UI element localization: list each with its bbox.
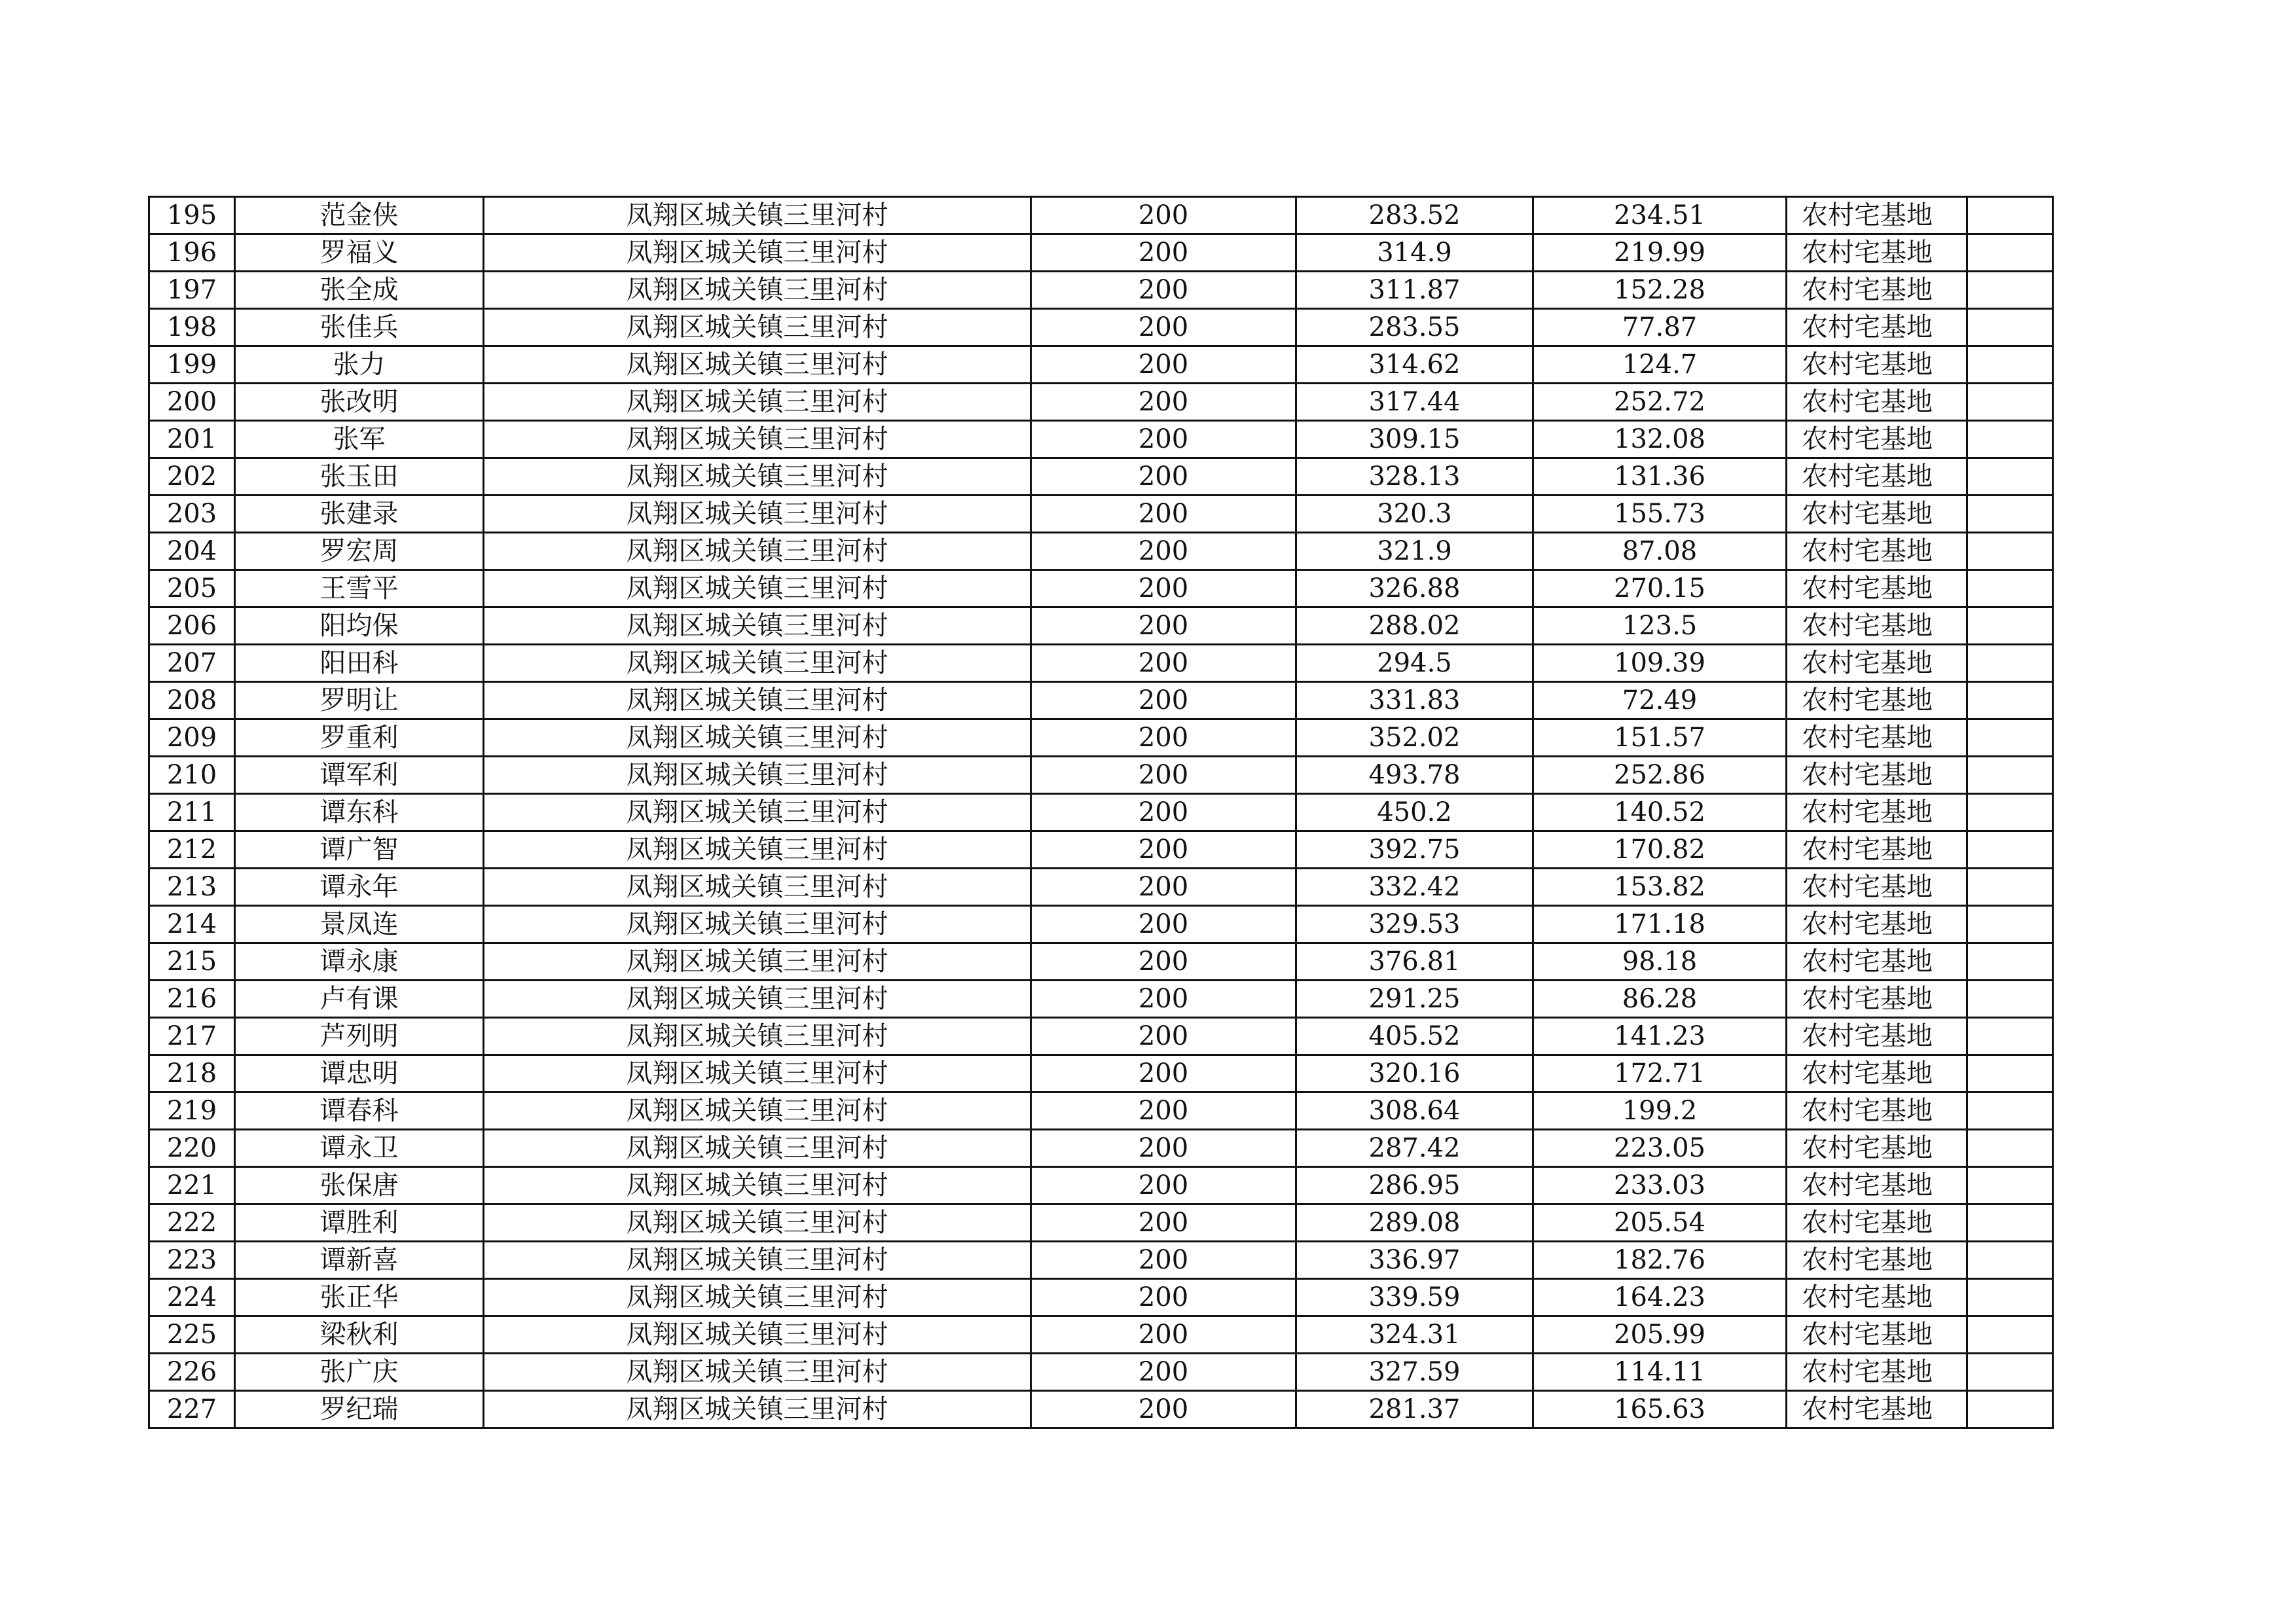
cell-area-2: 77.87 <box>1533 309 1787 346</box>
cell-location: 凤翔区城关镇三里河村 <box>484 831 1031 869</box>
table-row <box>149 943 2053 981</box>
table-row <box>149 981 2053 1018</box>
table-row <box>149 346 2053 384</box>
table-row <box>149 757 2053 794</box>
cell-location: 凤翔区城关镇三里河村 <box>484 346 1031 384</box>
cell-standard-area: 200 <box>1031 272 1296 309</box>
cell-land-type: 农村宅基地 <box>1787 1167 1967 1204</box>
table-row <box>149 384 2053 421</box>
table-row <box>149 1018 2053 1055</box>
cell-location: 凤翔区城关镇三里河村 <box>484 197 1031 234</box>
cell-area-1: 493.78 <box>1296 757 1533 794</box>
cell-area-2: 270.15 <box>1533 570 1787 607</box>
cell-standard-area: 200 <box>1031 1391 1296 1428</box>
cell-area-2: 205.99 <box>1533 1316 1787 1354</box>
cell-owner-name: 张玉田 <box>235 458 484 496</box>
cell-area-2: 155.73 <box>1533 496 1787 533</box>
cell-area-2: 141.23 <box>1533 1018 1787 1055</box>
cell-row-number: 219 <box>149 1092 235 1130</box>
cell-standard-area: 200 <box>1031 1204 1296 1242</box>
cell-land-type: 农村宅基地 <box>1787 906 1967 943</box>
cell-note <box>1967 421 2053 458</box>
cell-note <box>1967 1092 2053 1130</box>
cell-location: 凤翔区城关镇三里河村 <box>484 719 1031 757</box>
table-row <box>149 1279 2053 1316</box>
cell-row-number: 201 <box>149 421 235 458</box>
cell-area-1: 286.95 <box>1296 1167 1533 1204</box>
cell-land-type: 农村宅基地 <box>1787 1279 1967 1316</box>
cell-note <box>1967 346 2053 384</box>
cell-land-type: 农村宅基地 <box>1787 272 1967 309</box>
cell-area-2: 152.28 <box>1533 272 1787 309</box>
cell-area-1: 376.81 <box>1296 943 1533 981</box>
cell-note <box>1967 384 2053 421</box>
cell-location: 凤翔区城关镇三里河村 <box>484 1167 1031 1204</box>
cell-row-number: 195 <box>149 197 235 234</box>
cell-location: 凤翔区城关镇三里河村 <box>484 1204 1031 1242</box>
cell-area-2: 87.08 <box>1533 533 1787 570</box>
cell-owner-name: 罗重利 <box>235 719 484 757</box>
cell-standard-area: 200 <box>1031 1018 1296 1055</box>
cell-owner-name: 谭新喜 <box>235 1242 484 1279</box>
cell-land-type: 农村宅基地 <box>1787 869 1967 906</box>
cell-standard-area: 200 <box>1031 607 1296 645</box>
cell-owner-name: 谭东科 <box>235 794 484 831</box>
cell-owner-name: 张广庆 <box>235 1354 484 1391</box>
table-row <box>149 1316 2053 1354</box>
cell-land-type: 农村宅基地 <box>1787 1354 1967 1391</box>
cell-note <box>1967 869 2053 906</box>
cell-note <box>1967 1018 2053 1055</box>
cell-area-2: 234.51 <box>1533 197 1787 234</box>
cell-area-2: 171.18 <box>1533 906 1787 943</box>
cell-owner-name: 张建录 <box>235 496 484 533</box>
cell-note <box>1967 458 2053 496</box>
table-row <box>149 309 2053 346</box>
cell-area-1: 320.16 <box>1296 1055 1533 1092</box>
cell-owner-name: 罗纪瑞 <box>235 1391 484 1428</box>
cell-note <box>1967 831 2053 869</box>
cell-note <box>1967 794 2053 831</box>
table-row <box>149 831 2053 869</box>
cell-area-2: 170.82 <box>1533 831 1787 869</box>
cell-location: 凤翔区城关镇三里河村 <box>484 607 1031 645</box>
cell-row-number: 196 <box>149 234 235 272</box>
cell-standard-area: 200 <box>1031 943 1296 981</box>
cell-location: 凤翔区城关镇三里河村 <box>484 533 1031 570</box>
cell-location: 凤翔区城关镇三里河村 <box>484 1354 1031 1391</box>
cell-standard-area: 200 <box>1031 458 1296 496</box>
cell-area-2: 205.54 <box>1533 1204 1787 1242</box>
cell-land-type: 农村宅基地 <box>1787 607 1967 645</box>
cell-row-number: 227 <box>149 1391 235 1428</box>
cell-location: 凤翔区城关镇三里河村 <box>484 384 1031 421</box>
cell-row-number: 214 <box>149 906 235 943</box>
cell-owner-name: 谭永卫 <box>235 1130 484 1167</box>
cell-land-type: 农村宅基地 <box>1787 496 1967 533</box>
cell-area-1: 314.9 <box>1296 234 1533 272</box>
cell-land-type: 农村宅基地 <box>1787 1018 1967 1055</box>
cell-area-1: 288.02 <box>1296 607 1533 645</box>
cell-owner-name: 阳均保 <box>235 607 484 645</box>
cell-area-2: 233.03 <box>1533 1167 1787 1204</box>
cell-standard-area: 200 <box>1031 1316 1296 1354</box>
table-row <box>149 421 2053 458</box>
cell-area-2: 109.39 <box>1533 645 1787 682</box>
cell-location: 凤翔区城关镇三里河村 <box>484 794 1031 831</box>
cell-land-type: 农村宅基地 <box>1787 384 1967 421</box>
cell-row-number: 209 <box>149 719 235 757</box>
cell-land-type: 农村宅基地 <box>1787 458 1967 496</box>
cell-note <box>1967 607 2053 645</box>
cell-land-type: 农村宅基地 <box>1787 981 1967 1018</box>
cell-area-1: 405.52 <box>1296 1018 1533 1055</box>
cell-row-number: 215 <box>149 943 235 981</box>
cell-standard-area: 200 <box>1031 384 1296 421</box>
cell-row-number: 198 <box>149 309 235 346</box>
cell-standard-area: 200 <box>1031 496 1296 533</box>
cell-area-1: 331.83 <box>1296 682 1533 719</box>
cell-row-number: 218 <box>149 1055 235 1092</box>
cell-area-2: 131.36 <box>1533 458 1787 496</box>
cell-row-number: 221 <box>149 1167 235 1204</box>
cell-standard-area: 200 <box>1031 1279 1296 1316</box>
cell-note <box>1967 496 2053 533</box>
cell-area-2: 124.7 <box>1533 346 1787 384</box>
cell-row-number: 200 <box>149 384 235 421</box>
cell-location: 凤翔区城关镇三里河村 <box>484 943 1031 981</box>
cell-land-type: 农村宅基地 <box>1787 570 1967 607</box>
cell-area-2: 164.23 <box>1533 1279 1787 1316</box>
cell-area-2: 165.63 <box>1533 1391 1787 1428</box>
cell-owner-name: 张力 <box>235 346 484 384</box>
cell-location: 凤翔区城关镇三里河村 <box>484 1316 1031 1354</box>
cell-location: 凤翔区城关镇三里河村 <box>484 1242 1031 1279</box>
cell-location: 凤翔区城关镇三里河村 <box>484 458 1031 496</box>
cell-note <box>1967 719 2053 757</box>
table-row <box>149 869 2053 906</box>
cell-area-1: 311.87 <box>1296 272 1533 309</box>
cell-land-type: 农村宅基地 <box>1787 1055 1967 1092</box>
cell-owner-name: 王雪平 <box>235 570 484 607</box>
cell-owner-name: 罗福义 <box>235 234 484 272</box>
cell-standard-area: 200 <box>1031 1242 1296 1279</box>
cell-land-type: 农村宅基地 <box>1787 1316 1967 1354</box>
cell-land-type: 农村宅基地 <box>1787 719 1967 757</box>
cell-owner-name: 阳田科 <box>235 645 484 682</box>
table-row <box>149 1130 2053 1167</box>
cell-owner-name: 谭广智 <box>235 831 484 869</box>
cell-owner-name: 谭永年 <box>235 869 484 906</box>
cell-owner-name: 芦列明 <box>235 1018 484 1055</box>
cell-standard-area: 200 <box>1031 1092 1296 1130</box>
cell-location: 凤翔区城关镇三里河村 <box>484 645 1031 682</box>
cell-owner-name: 谭忠明 <box>235 1055 484 1092</box>
cell-land-type: 农村宅基地 <box>1787 234 1967 272</box>
cell-row-number: 202 <box>149 458 235 496</box>
cell-land-type: 农村宅基地 <box>1787 1130 1967 1167</box>
cell-area-1: 339.59 <box>1296 1279 1533 1316</box>
cell-area-1: 352.02 <box>1296 719 1533 757</box>
cell-location: 凤翔区城关镇三里河村 <box>484 757 1031 794</box>
cell-location: 凤翔区城关镇三里河村 <box>484 496 1031 533</box>
cell-location: 凤翔区城关镇三里河村 <box>484 570 1031 607</box>
table-row <box>149 1167 2053 1204</box>
cell-location: 凤翔区城关镇三里河村 <box>484 869 1031 906</box>
cell-row-number: 204 <box>149 533 235 570</box>
table-row <box>149 906 2053 943</box>
cell-land-type: 农村宅基地 <box>1787 421 1967 458</box>
cell-owner-name: 谭军利 <box>235 757 484 794</box>
cell-area-2: 153.82 <box>1533 869 1787 906</box>
table-row <box>149 645 2053 682</box>
cell-area-1: 289.08 <box>1296 1204 1533 1242</box>
cell-note <box>1967 682 2053 719</box>
cell-land-type: 农村宅基地 <box>1787 757 1967 794</box>
table-row <box>149 794 2053 831</box>
table-row <box>149 1204 2053 1242</box>
cell-area-1: 281.37 <box>1296 1391 1533 1428</box>
table-row <box>149 682 2053 719</box>
cell-land-type: 农村宅基地 <box>1787 831 1967 869</box>
cell-standard-area: 200 <box>1031 1130 1296 1167</box>
cell-location: 凤翔区城关镇三里河村 <box>484 1391 1031 1428</box>
cell-location: 凤翔区城关镇三里河村 <box>484 1055 1031 1092</box>
cell-owner-name: 范金侠 <box>235 197 484 234</box>
cell-standard-area: 200 <box>1031 234 1296 272</box>
cell-standard-area: 200 <box>1031 309 1296 346</box>
cell-row-number: 217 <box>149 1018 235 1055</box>
cell-land-type: 农村宅基地 <box>1787 794 1967 831</box>
table-row <box>149 570 2053 607</box>
table-row <box>149 1092 2053 1130</box>
cell-owner-name: 谭春科 <box>235 1092 484 1130</box>
cell-standard-area: 200 <box>1031 421 1296 458</box>
cell-note <box>1967 981 2053 1018</box>
cell-note <box>1967 1391 2053 1428</box>
cell-note <box>1967 1242 2053 1279</box>
table-row <box>149 197 2053 234</box>
cell-standard-area: 200 <box>1031 1354 1296 1391</box>
cell-owner-name: 张佳兵 <box>235 309 484 346</box>
cell-standard-area: 200 <box>1031 1055 1296 1092</box>
cell-owner-name: 谭胜利 <box>235 1204 484 1242</box>
cell-area-2: 223.05 <box>1533 1130 1787 1167</box>
cell-note <box>1967 197 2053 234</box>
cell-land-type: 农村宅基地 <box>1787 346 1967 384</box>
cell-row-number: 210 <box>149 757 235 794</box>
cell-owner-name: 罗明让 <box>235 682 484 719</box>
cell-row-number: 222 <box>149 1204 235 1242</box>
cell-row-number: 225 <box>149 1316 235 1354</box>
cell-note <box>1967 1130 2053 1167</box>
cell-area-1: 314.62 <box>1296 346 1533 384</box>
cell-area-1: 321.9 <box>1296 533 1533 570</box>
table-row <box>149 234 2053 272</box>
cell-note <box>1967 1354 2053 1391</box>
cell-note <box>1967 1279 2053 1316</box>
cell-row-number: 199 <box>149 346 235 384</box>
cell-row-number: 208 <box>149 682 235 719</box>
cell-standard-area: 200 <box>1031 869 1296 906</box>
cell-area-2: 123.5 <box>1533 607 1787 645</box>
cell-area-1: 392.75 <box>1296 831 1533 869</box>
table-row <box>149 607 2053 645</box>
cell-standard-area: 200 <box>1031 645 1296 682</box>
cell-location: 凤翔区城关镇三里河村 <box>484 272 1031 309</box>
cell-area-1: 309.15 <box>1296 421 1533 458</box>
cell-location: 凤翔区城关镇三里河村 <box>484 1018 1031 1055</box>
cell-area-2: 182.76 <box>1533 1242 1787 1279</box>
cell-area-1: 308.64 <box>1296 1092 1533 1130</box>
cell-note <box>1967 533 2053 570</box>
cell-note <box>1967 645 2053 682</box>
cell-owner-name: 梁秋利 <box>235 1316 484 1354</box>
cell-note <box>1967 943 2053 981</box>
cell-owner-name: 张军 <box>235 421 484 458</box>
cell-standard-area: 200 <box>1031 719 1296 757</box>
cell-owner-name: 张保唐 <box>235 1167 484 1204</box>
cell-area-1: 450.2 <box>1296 794 1533 831</box>
cell-row-number: 223 <box>149 1242 235 1279</box>
cell-standard-area: 200 <box>1031 794 1296 831</box>
cell-owner-name: 张改明 <box>235 384 484 421</box>
table-row <box>149 272 2053 309</box>
cell-land-type: 农村宅基地 <box>1787 1391 1967 1428</box>
cell-row-number: 216 <box>149 981 235 1018</box>
table-row <box>149 1055 2053 1092</box>
cell-location: 凤翔区城关镇三里河村 <box>484 1279 1031 1316</box>
cell-row-number: 206 <box>149 607 235 645</box>
cell-owner-name: 景凤连 <box>235 906 484 943</box>
cell-standard-area: 200 <box>1031 570 1296 607</box>
cell-area-1: 332.42 <box>1296 869 1533 906</box>
cell-row-number: 197 <box>149 272 235 309</box>
cell-standard-area: 200 <box>1031 533 1296 570</box>
table-row <box>149 719 2053 757</box>
cell-owner-name: 卢有课 <box>235 981 484 1018</box>
cell-row-number: 224 <box>149 1279 235 1316</box>
cell-note <box>1967 1204 2053 1242</box>
cell-owner-name: 张全成 <box>235 272 484 309</box>
cell-land-type: 农村宅基地 <box>1787 533 1967 570</box>
table-row <box>149 533 2053 570</box>
table-body <box>149 197 2053 1428</box>
cell-area-2: 98.18 <box>1533 943 1787 981</box>
table-row <box>149 458 2053 496</box>
cell-area-2: 252.72 <box>1533 384 1787 421</box>
cell-location: 凤翔区城关镇三里河村 <box>484 1130 1031 1167</box>
cell-area-1: 317.44 <box>1296 384 1533 421</box>
cell-area-1: 291.25 <box>1296 981 1533 1018</box>
table-row <box>149 1242 2053 1279</box>
cell-area-1: 283.55 <box>1296 309 1533 346</box>
cell-row-number: 211 <box>149 794 235 831</box>
cell-area-1: 329.53 <box>1296 906 1533 943</box>
cell-area-1: 324.31 <box>1296 1316 1533 1354</box>
data-table <box>148 196 2054 1429</box>
cell-location: 凤翔区城关镇三里河村 <box>484 421 1031 458</box>
cell-standard-area: 200 <box>1031 831 1296 869</box>
cell-owner-name: 谭永康 <box>235 943 484 981</box>
cell-area-1: 283.52 <box>1296 197 1533 234</box>
cell-area-1: 326.88 <box>1296 570 1533 607</box>
cell-area-2: 140.52 <box>1533 794 1787 831</box>
cell-location: 凤翔区城关镇三里河村 <box>484 309 1031 346</box>
cell-row-number: 203 <box>149 496 235 533</box>
cell-standard-area: 200 <box>1031 197 1296 234</box>
cell-land-type: 农村宅基地 <box>1787 309 1967 346</box>
cell-area-1: 327.59 <box>1296 1354 1533 1391</box>
cell-area-1: 328.13 <box>1296 458 1533 496</box>
cell-standard-area: 200 <box>1031 906 1296 943</box>
cell-row-number: 205 <box>149 570 235 607</box>
cell-location: 凤翔区城关镇三里河村 <box>484 906 1031 943</box>
cell-note <box>1967 309 2053 346</box>
cell-area-2: 151.57 <box>1533 719 1787 757</box>
cell-area-2: 199.2 <box>1533 1092 1787 1130</box>
cell-standard-area: 200 <box>1031 1167 1296 1204</box>
cell-standard-area: 200 <box>1031 981 1296 1018</box>
cell-area-2: 172.71 <box>1533 1055 1787 1092</box>
cell-area-2: 252.86 <box>1533 757 1787 794</box>
cell-row-number: 213 <box>149 869 235 906</box>
cell-land-type: 农村宅基地 <box>1787 682 1967 719</box>
cell-owner-name: 罗宏周 <box>235 533 484 570</box>
cell-area-1: 336.97 <box>1296 1242 1533 1279</box>
cell-area-2: 219.99 <box>1533 234 1787 272</box>
cell-standard-area: 200 <box>1031 682 1296 719</box>
table-row <box>149 1391 2053 1428</box>
cell-land-type: 农村宅基地 <box>1787 1204 1967 1242</box>
cell-note <box>1967 272 2053 309</box>
cell-standard-area: 200 <box>1031 346 1296 384</box>
table-row <box>149 1354 2053 1391</box>
cell-area-2: 72.49 <box>1533 682 1787 719</box>
cell-row-number: 220 <box>149 1130 235 1167</box>
cell-land-type: 农村宅基地 <box>1787 1092 1967 1130</box>
cell-area-1: 320.3 <box>1296 496 1533 533</box>
cell-area-2: 132.08 <box>1533 421 1787 458</box>
cell-area-1: 294.5 <box>1296 645 1533 682</box>
cell-note <box>1967 234 2053 272</box>
cell-location: 凤翔区城关镇三里河村 <box>484 234 1031 272</box>
cell-land-type: 农村宅基地 <box>1787 197 1967 234</box>
cell-note <box>1967 570 2053 607</box>
cell-location: 凤翔区城关镇三里河村 <box>484 981 1031 1018</box>
cell-land-type: 农村宅基地 <box>1787 943 1967 981</box>
cell-area-2: 86.28 <box>1533 981 1787 1018</box>
cell-row-number: 226 <box>149 1354 235 1391</box>
cell-note <box>1967 1316 2053 1354</box>
cell-note <box>1967 1055 2053 1092</box>
cell-note <box>1967 757 2053 794</box>
cell-row-number: 207 <box>149 645 235 682</box>
cell-note <box>1967 1167 2053 1204</box>
cell-location: 凤翔区城关镇三里河村 <box>484 1092 1031 1130</box>
cell-area-1: 287.42 <box>1296 1130 1533 1167</box>
table-row <box>149 496 2053 533</box>
cell-row-number: 212 <box>149 831 235 869</box>
cell-location: 凤翔区城关镇三里河村 <box>484 682 1031 719</box>
cell-standard-area: 200 <box>1031 757 1296 794</box>
cell-area-2: 114.11 <box>1533 1354 1787 1391</box>
cell-land-type: 农村宅基地 <box>1787 1242 1967 1279</box>
cell-note <box>1967 906 2053 943</box>
cell-land-type: 农村宅基地 <box>1787 645 1967 682</box>
cell-owner-name: 张正华 <box>235 1279 484 1316</box>
